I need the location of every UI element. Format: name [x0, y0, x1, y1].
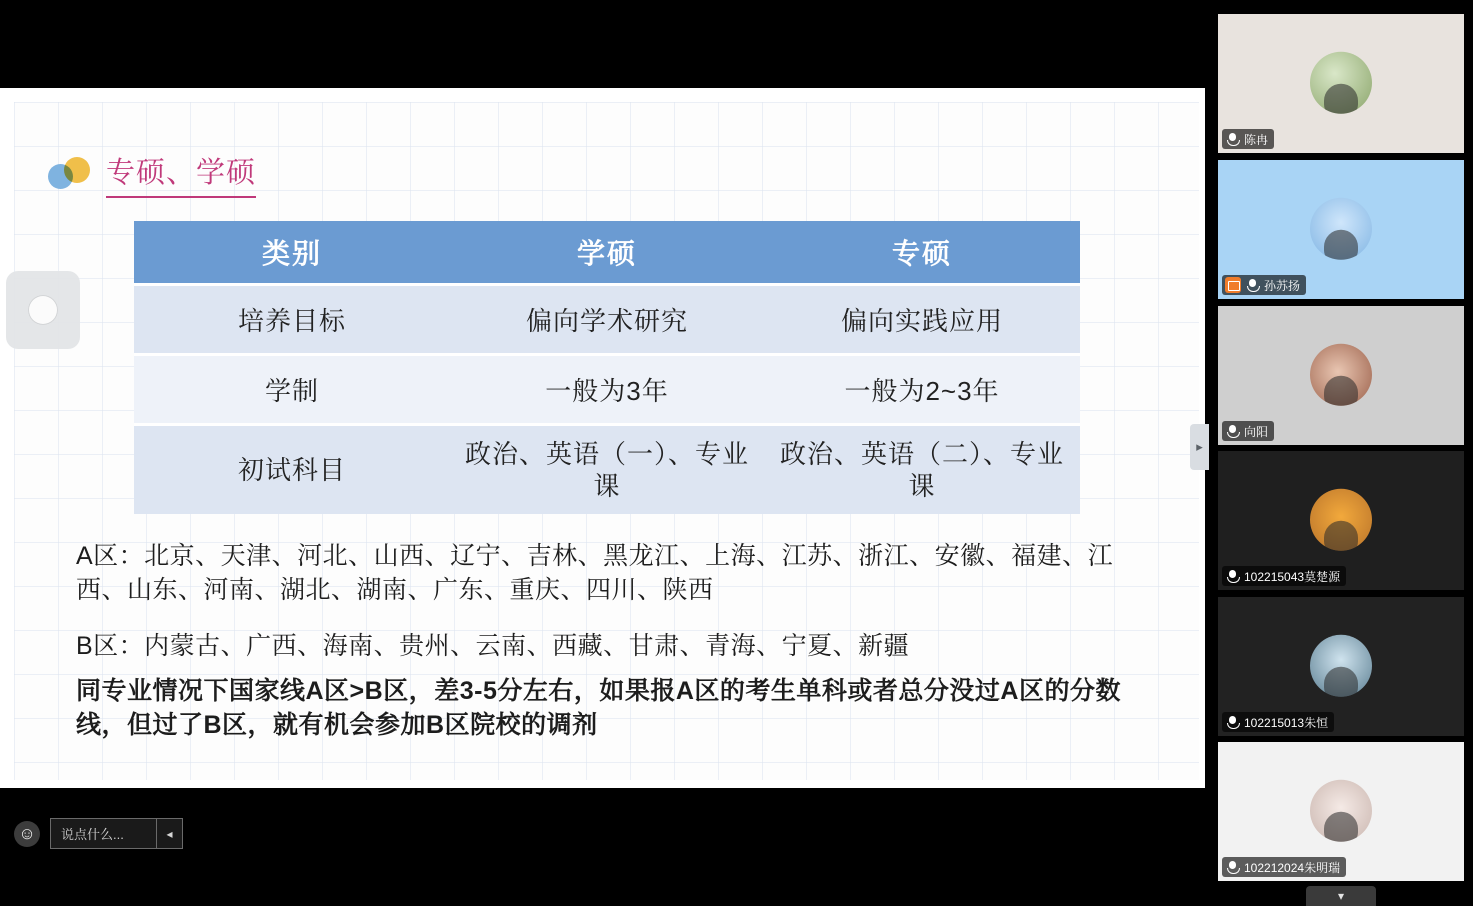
- avatar: [1310, 488, 1372, 550]
- table-header-cell: 类别: [134, 221, 450, 285]
- slide-canvas: [14, 102, 1199, 780]
- avatar: [1310, 197, 1372, 259]
- table-cell: 一般为3年: [450, 355, 764, 425]
- participant-name: 陈冉: [1244, 132, 1269, 147]
- participant-tile[interactable]: [1218, 451, 1464, 590]
- participant-label: [1222, 857, 1346, 877]
- microphone-icon: [1225, 568, 1240, 584]
- microphone-icon: [1225, 714, 1240, 730]
- chevron-right-icon: ▸: [1196, 439, 1203, 454]
- comparison-table: [134, 221, 1080, 514]
- participant-label: [1222, 275, 1306, 295]
- participant-label: [1222, 421, 1274, 441]
- participant-label: [1222, 566, 1346, 586]
- microphone-icon: [1225, 423, 1240, 439]
- drag-handle-icon: [28, 295, 58, 325]
- table-cell: 偏向实践应用: [764, 285, 1080, 355]
- participant-name: 向阳: [1244, 424, 1269, 439]
- participant-tile[interactable]: [1218, 742, 1464, 881]
- slide-paragraph-region-a: A区：北京、天津、河北、山西、辽宁、吉林、黑龙江、上海、江苏、浙江、安徽、福建、江西、山东、河南、湖北、湖南、广东、重庆、四川、陕西: [76, 542, 1114, 604]
- table-row: [134, 425, 1080, 515]
- slide-paragraph-region-b: B区：内蒙古、广西、海南、贵州、云南、西藏、甘肃、青海、宁夏、新疆: [76, 632, 910, 660]
- panel-collapse-button[interactable]: [1190, 424, 1209, 470]
- avatar: [1310, 779, 1372, 841]
- participant-tile[interactable]: [1218, 306, 1464, 445]
- chevron-down-icon: ▾: [1337, 889, 1345, 903]
- avatar: [1310, 634, 1372, 696]
- microphone-icon: [1245, 277, 1260, 293]
- participant-name: 102212024朱明瑞: [1244, 860, 1341, 875]
- slide-heading: [48, 150, 256, 198]
- microphone-icon: [1225, 131, 1240, 147]
- table-cell: 学制: [134, 355, 450, 425]
- filmstrip-scroll-down-button[interactable]: [1306, 886, 1376, 906]
- avatar: [1310, 51, 1372, 113]
- decorative-dots-icon: [48, 157, 94, 191]
- presentation-slide: [0, 88, 1205, 788]
- participant-name: 102215043莫楚源: [1244, 569, 1341, 584]
- slide-paragraph-note: 同专业情况下国家线A区>B区，差3-5分左右，如果报A区的考生单科或者总分没过A区的分数线，但过了B区，就有机会参加B区院校的调剂: [76, 677, 1121, 739]
- table-header-cell: 专硕: [764, 221, 1080, 285]
- smiley-icon[interactable]: ☺: [14, 821, 40, 847]
- table-cell: 政治、英语（一）、专业课: [450, 425, 764, 515]
- floating-drag-handle[interactable]: [6, 271, 80, 349]
- chevron-left-icon: ◂: [166, 826, 173, 841]
- table-cell: 一般为2~3年: [764, 355, 1080, 425]
- image-share-icon: [1225, 277, 1241, 293]
- comment-input[interactable]: 说点什么...: [61, 827, 124, 842]
- participant-tile[interactable]: [1218, 160, 1464, 299]
- participant-filmstrip[interactable]: [1209, 0, 1473, 906]
- comment-bar: [14, 818, 183, 849]
- table-row: [134, 355, 1080, 425]
- participant-label: [1222, 129, 1274, 149]
- table-header-row: [134, 221, 1080, 285]
- participant-tile[interactable]: [1218, 14, 1464, 153]
- microphone-icon: [1225, 859, 1240, 875]
- comment-input-container[interactable]: [50, 818, 183, 849]
- avatar: [1310, 343, 1372, 405]
- table-cell: 培养目标: [134, 285, 450, 355]
- table-header-cell: 学硕: [450, 221, 764, 285]
- table-cell: 初试科目: [134, 425, 450, 515]
- participant-name: 102215013朱恒: [1244, 715, 1329, 730]
- comment-collapse-button[interactable]: [156, 819, 182, 848]
- table-row: [134, 285, 1080, 355]
- participant-label: [1222, 712, 1334, 732]
- table-cell: 政治、英语（二）、专业课: [764, 425, 1080, 515]
- table-cell: 偏向学术研究: [450, 285, 764, 355]
- slide-title: 专硕、学硕: [106, 150, 256, 198]
- participant-name: 孙苏扬: [1264, 278, 1301, 293]
- participant-tile[interactable]: [1218, 597, 1464, 736]
